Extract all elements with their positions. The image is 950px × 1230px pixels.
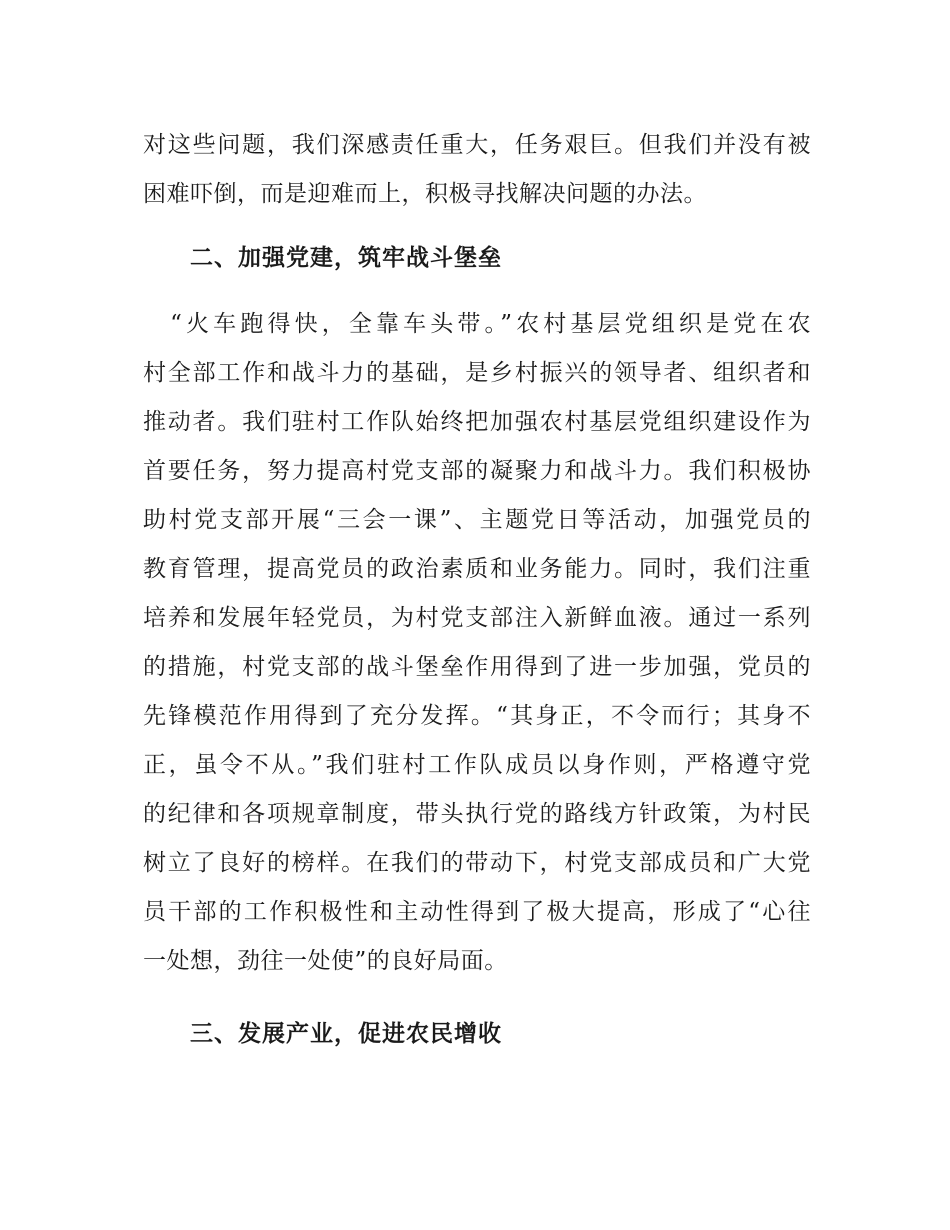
paragraph-line: “火车跑得快，全靠车头带。”农村基层党组织是党在农 — [143, 311, 811, 337]
paragraph-line: 的纪律和各项规章制度，带头执行党的路线方针政策，为村民 — [143, 801, 811, 827]
section-heading-2: 二、加强党建，筑牢战斗堡垒 — [190, 245, 502, 271]
paragraph-2 — [143, 300, 811, 986]
paragraph-line: 困难吓倒，而是迎难而上，积极寻找解决问题的办法。 — [143, 181, 707, 207]
paragraph-line: 推动者。我们驻村工作队始终把加强农村基层党组织建设作为 — [143, 409, 811, 435]
paragraph-line: 的措施，村党支部的战斗堡垒作用得到了进一步加强，党员的 — [143, 654, 811, 680]
paragraph-line: 先锋模范作用得到了充分发挥。“其身正，不令而行；其身不 — [143, 703, 811, 729]
paragraph-line: 员干部的工作积极性和主动性得到了极大提高，形成了“心往 — [143, 899, 811, 925]
paragraph-line: 助村党支部开展“三会一课”、主题党日等活动，加强党员的 — [143, 507, 811, 533]
paragraph-line: 首要任务，努力提高村党支部的凝聚力和战斗力。我们积极协 — [143, 458, 811, 484]
paragraph-line: 一处想，劲往一处使”的良好局面。 — [143, 948, 508, 974]
paragraph-line: 培养和发展年轻党员，为村党支部注入新鲜血液。通过一系列 — [143, 605, 811, 631]
paragraph-line: 正，虽令不从。”我们驻村工作队成员以身作则，严格遵守党 — [143, 752, 811, 778]
paragraph-line: 教育管理，提高党员的政治素质和业务能力。同时，我们注重 — [143, 556, 811, 582]
section-heading-3: 三、发展产业，促进农民增收 — [190, 1021, 502, 1047]
paragraph-1 — [143, 121, 811, 219]
paragraph-line: 树立了良好的榜样。在我们的带动下，村党支部成员和广大党 — [143, 850, 811, 876]
paragraph-line: 对这些问题，我们深感责任重大，任务艰巨。但我们并没有被 — [143, 132, 811, 158]
paragraph-line: 村全部工作和战斗力的基础，是乡村振兴的领导者、组织者和 — [143, 360, 811, 386]
